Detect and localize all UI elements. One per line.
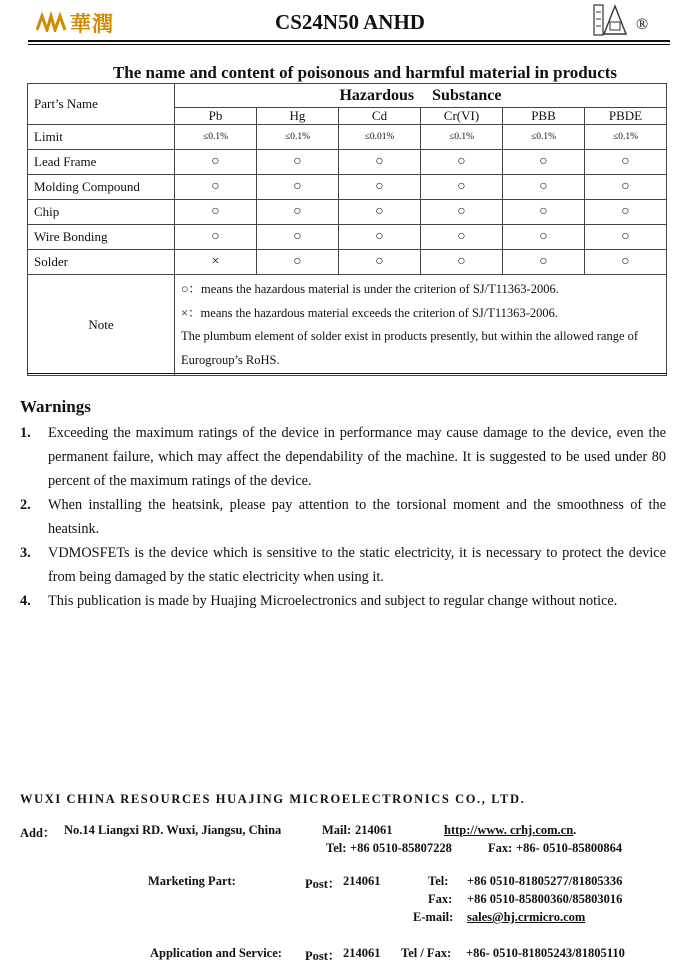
certification-mark-icon bbox=[592, 2, 628, 38]
note-row bbox=[28, 275, 667, 376]
warning-number: 3. bbox=[20, 545, 31, 561]
part-name: Wire Bonding bbox=[28, 225, 175, 250]
compliance-mark: ○ bbox=[339, 225, 421, 250]
compliance-mark: ○ bbox=[175, 175, 257, 200]
compliance-mark: ○ bbox=[339, 200, 421, 225]
warning-number: 1. bbox=[20, 425, 31, 441]
table-row bbox=[28, 150, 667, 175]
application-telfax: +86- 0510-81805243/81805110 bbox=[466, 946, 625, 960]
company-name: WUXI CHINA RESOURCES HUAJING MICROELECTRONICS CO., LTD. bbox=[20, 792, 526, 806]
substance-header: Cd bbox=[339, 108, 421, 125]
email-label: E-mail: bbox=[413, 910, 454, 924]
email-link[interactable]: sales@hj.crmicro.com bbox=[467, 910, 586, 924]
application-post-label: Post： bbox=[305, 949, 341, 963]
limit-value: ≤0.1% bbox=[175, 125, 257, 150]
warning-item bbox=[20, 541, 666, 589]
compliance-mark: ○ bbox=[421, 175, 503, 200]
compliance-mark: ○ bbox=[175, 150, 257, 175]
warning-item bbox=[20, 493, 666, 541]
limit-value: ≤0.1% bbox=[257, 125, 339, 150]
table-heading: The name and content of poisonous and harmful material in products bbox=[112, 63, 618, 82]
marketing-fax: +86 0510-85800360/85803016 bbox=[467, 892, 623, 906]
fax-value: +86- 0510-85800864 bbox=[516, 841, 623, 855]
note-line: The plumbum element of solder exist in products presently, but within the allowed range of Eurogroup’s RoHS. bbox=[181, 329, 639, 367]
tel-label: Tel: bbox=[326, 841, 347, 855]
compliance-mark: ○ bbox=[503, 150, 585, 175]
registered-mark: ® bbox=[636, 16, 649, 33]
warning-item bbox=[20, 589, 666, 613]
compliance-mark: ○ bbox=[421, 150, 503, 175]
fax-label: Fax: bbox=[488, 841, 513, 855]
parts-name-header: Part’s Name bbox=[28, 84, 175, 125]
section-divider bbox=[27, 373, 667, 374]
marketing-tel: +86 0510-81805277/81805336 bbox=[467, 874, 623, 888]
compliance-mark: ○ bbox=[421, 225, 503, 250]
limit-value: ≤0.1% bbox=[503, 125, 585, 150]
limit-value: ≤0.01% bbox=[339, 125, 421, 150]
document-title: CS24N50 ANHD bbox=[275, 10, 425, 34]
compliance-mark: × bbox=[175, 250, 257, 275]
substance-header: Pb bbox=[175, 108, 257, 125]
website-link[interactable]: http://www. crhj.com.cn bbox=[444, 823, 574, 837]
mail-value: 214061 bbox=[355, 823, 393, 837]
compliance-mark: ○ bbox=[585, 175, 667, 200]
compliance-mark: ○ bbox=[585, 150, 667, 175]
part-name: Chip bbox=[28, 200, 175, 225]
application-post: 214061 bbox=[343, 946, 381, 960]
address-label: Add： bbox=[20, 826, 56, 840]
warning-number: 4. bbox=[20, 593, 31, 609]
part-name: Lead Frame bbox=[28, 150, 175, 175]
marketing-label: Marketing Part: bbox=[148, 874, 236, 888]
logo-text: 華潤 bbox=[70, 11, 114, 36]
table-row bbox=[28, 225, 667, 250]
marketing-tel-label: Tel: bbox=[428, 874, 449, 888]
warnings-list bbox=[20, 421, 666, 613]
tel-value: +86 0510-85807228 bbox=[350, 841, 452, 855]
hazardous-substance-table bbox=[27, 83, 667, 376]
compliance-mark: ○ bbox=[339, 250, 421, 275]
note-line: ×：means the hazardous material exceeds the criterion of SJ/T11363-2006. bbox=[181, 305, 558, 320]
compliance-mark: ○ bbox=[257, 250, 339, 275]
website-field bbox=[444, 823, 576, 838]
substance-header: PBB bbox=[503, 108, 585, 125]
warning-item bbox=[20, 421, 666, 493]
compliance-mark: ○ bbox=[257, 150, 339, 175]
warning-text: Exceeding the maximum ratings of the device in performance may cause damage to the device, even the permanent failure, which may affect the dependability of the machine. It is suggested to be used under 80 percent of the maximum ratings of the device. bbox=[48, 425, 666, 489]
limit-value: ≤0.1% bbox=[421, 125, 503, 150]
marketing-fax-label: Fax: bbox=[428, 892, 453, 906]
note-content bbox=[175, 275, 667, 376]
compliance-mark: ○ bbox=[503, 250, 585, 275]
note-line: ○：means the hazardous material is under the criterion of SJ/T11363-2006. bbox=[181, 282, 559, 296]
limit-label: Limit bbox=[28, 125, 175, 150]
limit-row bbox=[28, 125, 667, 150]
table-row bbox=[28, 200, 667, 225]
note-label: Note bbox=[28, 275, 175, 376]
compliance-mark: ○ bbox=[257, 225, 339, 250]
compliance-mark: ○ bbox=[503, 225, 585, 250]
compliance-mark: ○ bbox=[585, 200, 667, 225]
marketing-post-label: Post： bbox=[305, 877, 341, 891]
part-name: Solder bbox=[28, 250, 175, 275]
compliance-mark: ○ bbox=[421, 250, 503, 275]
warning-text: When installing the heatsink, please pay attention to the torsional moment and the smoothness of the heatsink. bbox=[48, 497, 666, 537]
header-rule bbox=[28, 40, 670, 42]
compliance-mark: ○ bbox=[585, 250, 667, 275]
warnings-title: Warnings bbox=[20, 397, 91, 416]
part-name: Molding Compound bbox=[28, 175, 175, 200]
hazardous-substance-header: Hazardous Substance bbox=[175, 84, 667, 108]
website-suffix: . bbox=[573, 823, 577, 837]
warning-number: 2. bbox=[20, 497, 31, 513]
compliance-mark: ○ bbox=[175, 225, 257, 250]
substance-header: Hg bbox=[257, 108, 339, 125]
compliance-mark: ○ bbox=[175, 200, 257, 225]
marketing-post: 214061 bbox=[343, 874, 381, 888]
application-label: Application and Service: bbox=[150, 946, 282, 960]
substance-header: Cr(VI) bbox=[421, 108, 503, 125]
warning-text: This publication is made by Huajing Microelectronics and subject to regular change without notice. bbox=[48, 593, 618, 609]
application-telfax-label: Tel / Fax: bbox=[401, 946, 452, 960]
header-rule-thin bbox=[28, 44, 670, 45]
compliance-mark: ○ bbox=[503, 175, 585, 200]
compliance-mark: ○ bbox=[257, 200, 339, 225]
compliance-mark: ○ bbox=[585, 225, 667, 250]
table-row bbox=[28, 175, 667, 200]
warning-text: VDMOSFETs is the device which is sensitive to the static electricity, it is necessary to protect the device from being damaged by the static electricity when using it. bbox=[48, 545, 666, 585]
compliance-mark: ○ bbox=[339, 150, 421, 175]
compliance-mark: ○ bbox=[421, 200, 503, 225]
mail-label: Mail: bbox=[322, 823, 352, 837]
table-row bbox=[28, 250, 667, 275]
limit-value: ≤0.1% bbox=[585, 125, 667, 150]
address-value: No.14 Liangxi RD. Wuxi, Jiangsu, China bbox=[64, 823, 282, 837]
compliance-mark: ○ bbox=[257, 175, 339, 200]
substance-header: PBDE bbox=[585, 108, 667, 125]
compliance-mark: ○ bbox=[503, 200, 585, 225]
compliance-mark: ○ bbox=[339, 175, 421, 200]
